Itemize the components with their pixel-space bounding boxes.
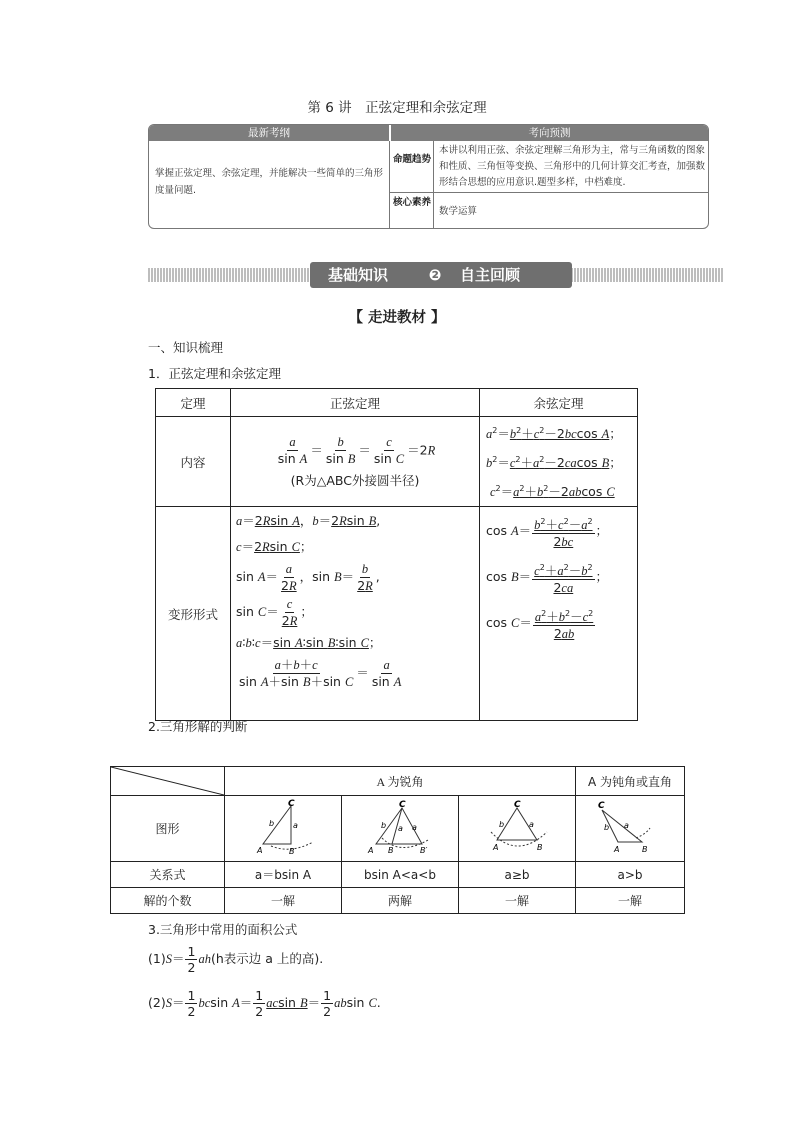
figure-2 (342, 796, 459, 862)
svg-text:B: B (642, 845, 648, 854)
obtuse-header: A 为钝角或直角 (576, 767, 685, 796)
section-banner (148, 262, 724, 288)
svg-text:C: C (288, 799, 295, 809)
svg-text:b: b (499, 820, 505, 829)
row-head-variants: 变形形式 (156, 507, 231, 721)
count-cell: 一解 (459, 888, 576, 914)
col-head-sine: 正弦定理 (231, 389, 480, 417)
svg-text:C: C (399, 800, 406, 810)
core-label: 核心素养 (392, 197, 431, 208)
sine-variants-cell: a＝2Rsin A，b＝2Rsin B, c＝2Rsin C； sin A＝ $\frac{a}{2R}$ ，sin B＝ $\frac{b}{2R}$ , sin C＝ $\frac{c}{2R}$ ； a∶b∶c＝sin A∶sin B∶sin C； $\frac{a+b+c}{\text{sin A＋sin B＋sin C}}$ ＝ $\frac{a}{\text{sin A}}$ (231, 507, 480, 721)
core-text: 数学运算 (439, 206, 478, 217)
subheading-1: 1．正弦定理和余弦定理 (148, 366, 281, 381)
svg-text:A: A (493, 843, 499, 852)
svg-text:b: b (381, 821, 387, 830)
svg-text:A: A (257, 846, 263, 855)
svg-text:a: a (293, 821, 298, 830)
sine-law-cell: $\frac{a}{\text{sin A}}$ ＝ $\frac{b}{\text{sin B}}$ ＝ $\frac{c}{\text{sin C}}$ ＝2R (R为△ABC外接圆半径) (231, 417, 480, 507)
forecast-header: 考向预测 (391, 125, 708, 141)
svg-text:C: C (514, 800, 521, 810)
trend-label: 命题趋势 (392, 154, 431, 165)
svg-text:B′: B′ (420, 846, 428, 855)
trend-text: 本讲以利用正弦、余弦定理解三角形为主，常与三角函数的图象和性质、三角恒等变换、三角形中的几何计算交汇考查，加强数形结合思想的应用意识.题型多样，中档难度. (439, 145, 706, 188)
svg-text:C: C (598, 801, 605, 811)
radius-note: (R为△ABC外接圆半径) (290, 472, 420, 488)
diagonal-header-cell (111, 767, 225, 796)
figure-4 (576, 796, 685, 862)
banner-box: 基础知识 ❷ 自主回顾 (310, 262, 572, 288)
outline-text: 掌握正弦定理、余弦定理，并能解决一些简单的三角形度量问题. (155, 168, 384, 196)
relation-cell: a≥b (459, 862, 576, 888)
page-title: 第 6 讲 正弦定理和余弦定理 (307, 100, 487, 116)
row-head-figure: 图形 (111, 796, 225, 862)
figure-3 (459, 796, 576, 862)
svg-text:B: B (289, 847, 295, 856)
area-formula-2: (2)S＝ $\frac{1}{2}$ bcsin A＝ $\frac{1}{2}$ acsin B＝ $\frac{1}{2}$ absin C. (148, 988, 381, 1019)
count-cell: 两解 (342, 888, 459, 914)
svg-text:a: a (529, 820, 534, 829)
subheading-3: 3.三角形中常用的面积公式 (148, 922, 298, 937)
svg-text:B: B (388, 846, 394, 855)
row-head-relation: 关系式 (111, 862, 225, 888)
svg-text:B: B (537, 843, 543, 852)
count-cell: 一解 (225, 888, 342, 914)
svg-text:a: a (412, 823, 417, 832)
col-head-theorem: 定理 (156, 389, 231, 417)
count-cell: 一解 (576, 888, 685, 914)
acute-header: A 为锐角 (225, 767, 576, 796)
theorem-table (155, 388, 638, 721)
relation-cell: bsin A<a<b (342, 862, 459, 888)
badge-icon: ❷ (428, 266, 442, 284)
relation-cell: a＝bsin A (225, 862, 342, 888)
subheading-2: 2.三角形解的判断 (148, 719, 248, 734)
svg-text:A: A (614, 845, 620, 854)
knowledge-heading: 一、知识梳理 (148, 340, 224, 355)
svg-text:b: b (604, 823, 610, 832)
col-head-cosine: 余弦定理 (480, 389, 638, 417)
outline-header: 最新考纲 (149, 125, 389, 141)
svg-text:a: a (624, 821, 629, 830)
section-title: 【 走进教材 】 (348, 310, 446, 326)
exam-outline-table (148, 124, 709, 229)
svg-text:a: a (398, 824, 403, 833)
svg-text:A: A (368, 846, 374, 855)
row-head-count: 解的个数 (111, 888, 225, 914)
triangle-solution-table (110, 766, 685, 914)
cosine-variants-cell: cos A＝ $\frac{b^2+c^2-a^2}{2bc}$ ； cos B＝ $\frac{c^2+a^2-b^2}{2ca}$ ； cos C＝ $\frac{a^2+b^2-c^2}{2ab}$ (480, 507, 638, 721)
row-head-content: 内容 (156, 417, 231, 507)
cosine-law-cell: $a^2=b^2+c^2-2bccos$ A； $b^2=c^2+a^2-2cacos$ B； $c^2=a^2+b^2-2abcos$ C (480, 417, 638, 507)
figure-1 (225, 796, 342, 862)
relation-cell: a>b (576, 862, 685, 888)
svg-text:b: b (269, 819, 275, 828)
area-formula-1: (1)S＝ $\frac{1}{2}$ ah(h表示边 a 上的高). (148, 944, 324, 975)
